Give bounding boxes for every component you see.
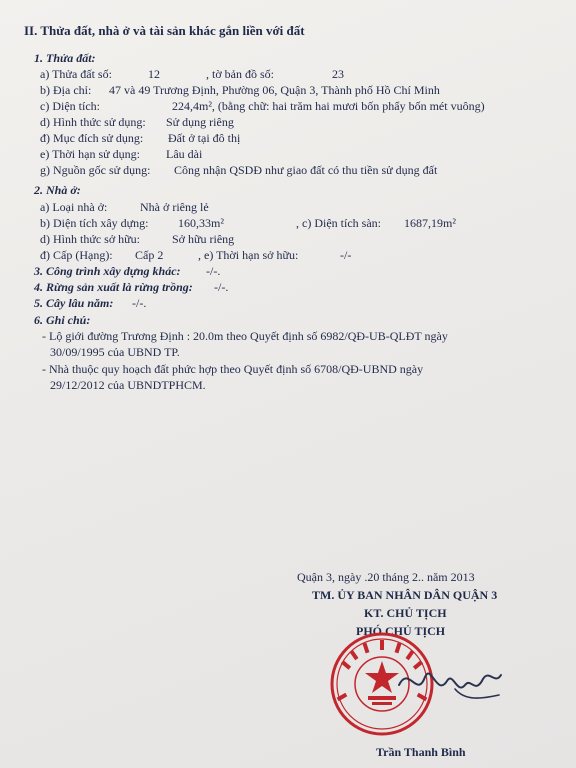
construction-value: -/-. xyxy=(206,264,221,278)
house-type-label: a) Loại nhà ở: xyxy=(40,200,108,214)
land-heading: 1. Thửa đất: xyxy=(34,51,96,65)
address-value: 47 và 49 Trương Định, Phường 06, Quận 3, Thành phố Hồ Chí Minh xyxy=(109,83,440,97)
role-kt-chu-tich: KT. CHỦ TỊCH xyxy=(364,606,447,620)
parcel-label: a) Thửa đất số: xyxy=(40,67,112,81)
purpose-value: Đất ở tại đô thị xyxy=(168,131,241,145)
floor-area-label: , c) Diện tích sàn: xyxy=(296,216,381,230)
own-term-value: -/- xyxy=(340,248,352,262)
map-sheet-number: 23 xyxy=(332,67,344,81)
note1-line1: - Lộ giới đường Trương Định : 20.0m theo Quyết định số 6982/QĐ-UB-QLĐT ngày xyxy=(42,329,448,343)
grade-value: Cấp 2 xyxy=(135,248,164,262)
note2-line1: - Nhà thuộc quy hoạch đất phức hợp theo Quyết định số 6708/QĐ-UBND ngày xyxy=(42,362,424,376)
house-heading: 2. Nhà ở: xyxy=(34,183,81,197)
origin-value: Công nhận QSDĐ như giao đất có thu tiền sử dụng đất xyxy=(174,163,438,177)
handwritten-signature-icon xyxy=(395,655,505,715)
construction-heading: 3. Công trình xây dựng khác: xyxy=(34,264,181,278)
ownership-label: d) Hình thức sở hữu: xyxy=(40,232,141,246)
signer-name: Trần Thanh Bình xyxy=(376,745,466,759)
usage-form-label: d) Hình thức sử dụng: xyxy=(40,115,146,129)
house-type-value: Nhà ở riêng lẻ xyxy=(140,200,209,214)
trees-heading: 5. Cây lâu năm: xyxy=(34,296,114,310)
grade-label: đ) Cấp (Hạng): xyxy=(40,248,113,262)
build-area-label: b) Diện tích xây dựng: xyxy=(40,216,149,230)
build-area-value: 160,33m² xyxy=(178,216,224,230)
notes-heading: 6. Ghi chú: xyxy=(34,313,91,327)
org-name: TM. ỦY BAN NHÂN DÂN QUẬN 3 xyxy=(312,588,498,602)
floor-area-value: 1687,19m² xyxy=(404,216,456,230)
trees-value: -/-. xyxy=(132,296,147,310)
forest-value: -/-. xyxy=(214,280,229,294)
own-term-label: , e) Thời hạn sở hữu: xyxy=(198,248,299,262)
address-label: b) Địa chỉ: xyxy=(40,83,92,97)
area-value: 224,4m², (bằng chữ: hai trăm hai mươi bốn phẩy bốn mét vuông) xyxy=(172,99,485,113)
note2-line2: 29/12/2012 của UBNDTPHCM. xyxy=(50,378,206,392)
term-value: Lâu dài xyxy=(166,147,203,161)
ownership-value: Sở hữu riêng xyxy=(172,232,235,246)
parcel-number: 12 xyxy=(148,67,160,81)
origin-label: g) Nguồn gốc sử dụng: xyxy=(40,163,151,177)
note1-line2: 30/09/1995 của UBND TP. xyxy=(50,345,180,359)
date-line: Quận 3, ngày .20 tháng 2.. năm 2013 xyxy=(297,570,475,584)
section-title: II. Thửa đất, nhà ở và tài sản khác gắn liền với đất xyxy=(24,23,305,38)
map-sheet-label: , tờ bản đồ số: xyxy=(206,67,275,81)
usage-form-value: Sử dụng riêng xyxy=(166,115,234,129)
forest-heading: 4. Rừng sản xuất là rừng trồng: xyxy=(34,280,193,294)
area-label: c) Diện tích: xyxy=(40,99,100,113)
term-label: e) Thời hạn sử dụng: xyxy=(40,147,140,161)
purpose-label: đ) Mục đích sử dụng: xyxy=(40,131,144,145)
role-pho-chu-tich: PHÓ CHỦ TỊCH xyxy=(356,624,446,638)
